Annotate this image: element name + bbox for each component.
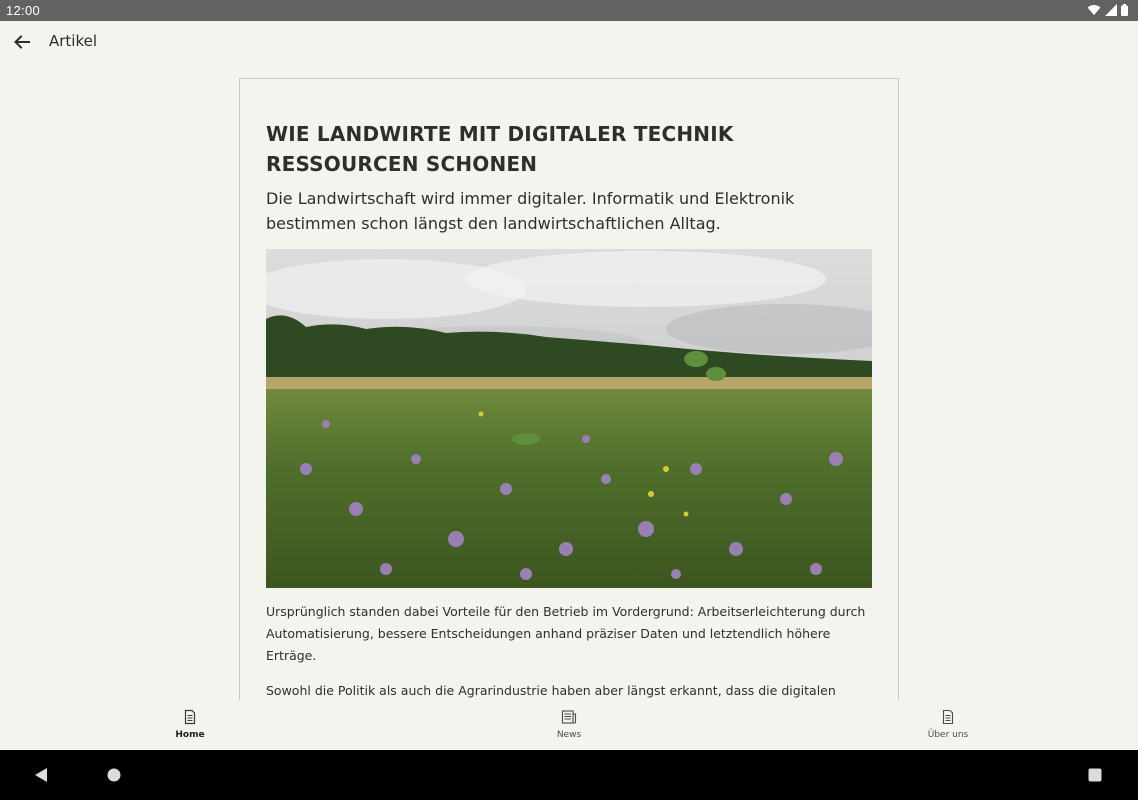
back-button[interactable] (10, 30, 34, 54)
article-lead: Die Landwirtschaft wird immer digitaler. Informatik und Elektronik bestimmen schon längst den landwirtschaftlichen Alltag. (266, 189, 795, 233)
home-circle-icon[interactable] (107, 768, 121, 782)
nav-label-ueber-uns: Über uns (927, 730, 969, 740)
document-icon (182, 709, 198, 725)
article-hero-image (266, 249, 872, 588)
nav-label-news: News (556, 730, 582, 740)
nav-item-ueber-uns[interactable] (868, 700, 1028, 750)
field-photo (266, 249, 872, 588)
status-bar (0, 0, 1138, 21)
status-time: 12:00 (6, 3, 41, 18)
bottom-navigation (0, 700, 1138, 750)
arrow-left-icon (14, 35, 30, 49)
system-navigation-bar (0, 750, 1138, 800)
article-scroll-area[interactable] (0, 63, 1138, 700)
nav-item-home[interactable] (110, 700, 270, 750)
recents-square-icon[interactable] (1088, 768, 1102, 782)
nav-item-news[interactable] (489, 700, 649, 750)
document-icon (940, 709, 956, 725)
newspaper-icon (561, 709, 577, 725)
article-paragraph: Ursprünglich standen dabei Vorteile für den Betrieb im Vordergrund: Arbeitserleichterung durch Automatisierung, bessere Entscheidungen anhand präziser Daten und letztendlich höhere Erträge. (266, 604, 866, 663)
nav-label-home: Home (175, 730, 205, 740)
battery-icon (1121, 4, 1128, 16)
signal-icon (1105, 4, 1117, 16)
wifi-icon (1087, 4, 1101, 16)
article-paragraph: Sowohl die Politik als auch die Agrarindustrie haben aber längst erkannt, dass die digitalen (266, 683, 836, 698)
article-headline: WIE LANDWIRTE MIT DIGITALER TECHNIK RESSOURCEN SCHONEN (266, 122, 734, 176)
status-icons (1087, 4, 1128, 16)
app-bar (0, 21, 1138, 63)
article-card (239, 78, 899, 700)
back-triangle-icon[interactable] (34, 767, 48, 783)
page-title: Artikel (49, 32, 98, 50)
